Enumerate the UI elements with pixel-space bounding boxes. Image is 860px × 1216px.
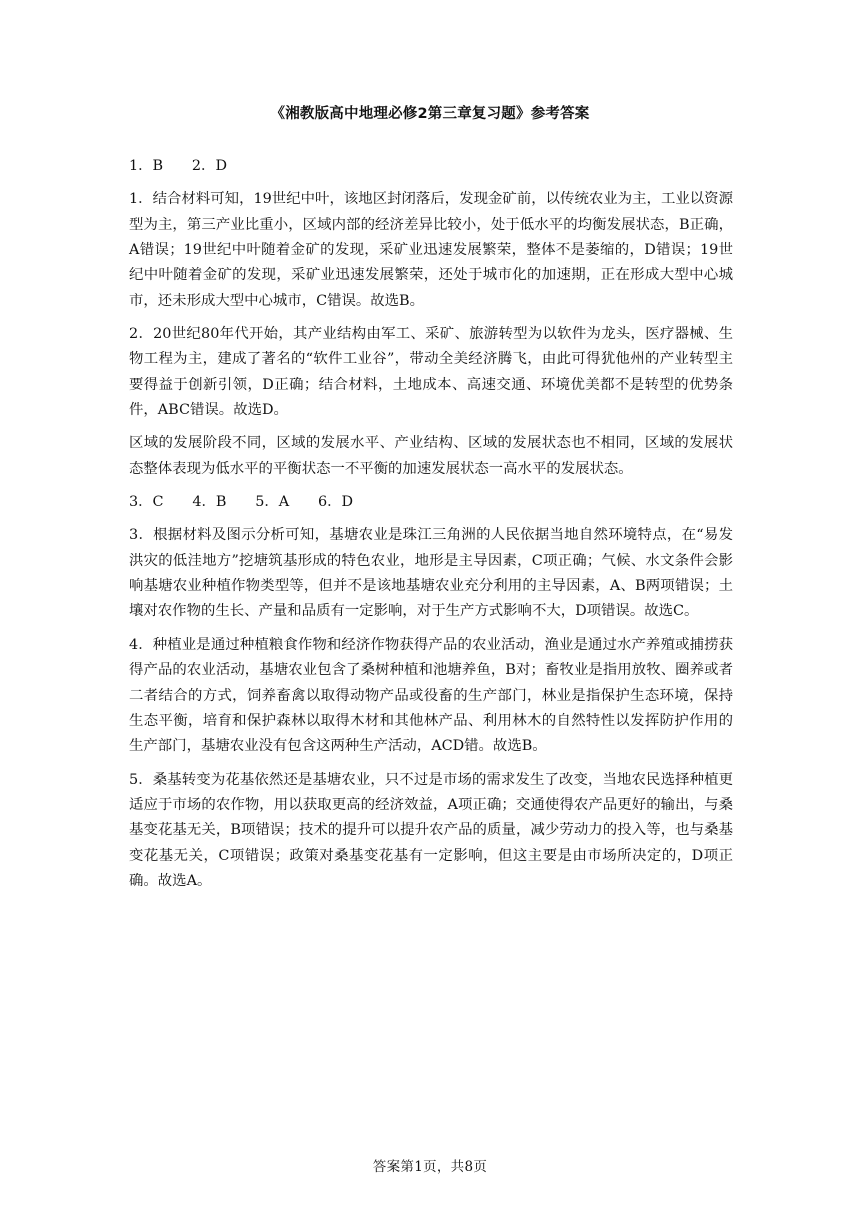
answer-key-line-1: 1．B 2．D bbox=[129, 158, 227, 174]
answer-key-line-2: 3．C 4．B 5．A 6．D bbox=[129, 494, 354, 511]
document-title: 《湘教版高中地理必修2第三章复习题》参考答案 bbox=[270, 106, 590, 122]
explanation-2: 2．20世纪80年代开始，其产业结构由军工、采矿、旅游转型为以软件为龙头，医疗器械、生物工程为主，建成了著名的“软件工业谷”，带动全美经济腾飞，由此可得犹他州的产业转型主要得益于创新引领，D正确；结合材料，土地成本、高速交通、环境优美都不是转型的优势条件，ABC错误。故选D。 bbox=[129, 326, 733, 419]
explanation-3: 3．根据材料及图示分析可知，基塘农业是珠江三角洲的人民依据当地自然环境特点，在“易发洪灾的低洼地方”挖塘筑基形成的特色农业，地形是主导因素，C项正确；气候、水文条件会影响基塘农业种植作物类型等，但并不是该地基塘农业充分利用的主导因素，A、B两项错误；土壤对农作物的生长、产量和品质有一定影响，对于生产方式影响不大，D项错误。故选C。 bbox=[129, 527, 733, 620]
answer-content bbox=[129, 154, 733, 902]
explanation-4: 4．种植业是通过种植粮食作物和经济作物获得产品的农业活动，渔业是通过水产养殖或捕捞获得产品的农业活动，基塘农业包含了桑树种植和池塘养鱼，B对；畜牧业是指用放牧、圈养或者二者结合的方式，饲养畜禽以取得动物产品或役畜的生产部门，林业是指保护生态环境，保持生态平衡，培育和保护森林以取得木材和其他林产品、利用林木的自然特性以发挥防护作用的生产部门，基塘农业没有包含这两种生产活动，ACD错。故选B。 bbox=[129, 636, 733, 755]
explanation-5: 5．桑基转变为花基依然还是基塘农业，只不过是市场的需求发生了改变，当地农民选择种植更适应于市场的农作物，用以获取更高的经济效益，A项正确；交通使得农产品更好的输出，与桑基变花基无关，B项错误；技术的提升可以提升农产品的质量，减少劳动力的投入等，也与桑基变花基无关，C项错误；政策对桑基变花基有一定影响，但这主要是由市场所决定的，D项正确。故选A。 bbox=[129, 771, 733, 890]
page-footer: 答案第1页，共8页 bbox=[372, 1159, 488, 1175]
explanation-note: 区域的发展阶段不同，区域的发展水平、产业结构、区域的发展状态也不相同，区域的发展状态整体表现为低水平的平衡状态一不平衡的加速发展状态一高水平的发展状态。 bbox=[129, 435, 733, 477]
explanation-1: 1．结合材料可知，19世纪中叶，该地区封闭落后，发现金矿前，以传统农业为主，工业以资源型为主，第三产业比重小，区域内部的经济差异比较小，处于低水平的均衡发展状态，B正确，A错误；19世纪中叶随着金矿的发现，采矿业迅速发展繁荣，整体不是萎缩的，D错误；19世纪中叶随着金矿的发现，采矿业迅速发展繁荣，还处于城市化的加速期，正在形成大型中心城市，还未形成大型中心城市，C错误。故选B。 bbox=[129, 191, 733, 309]
